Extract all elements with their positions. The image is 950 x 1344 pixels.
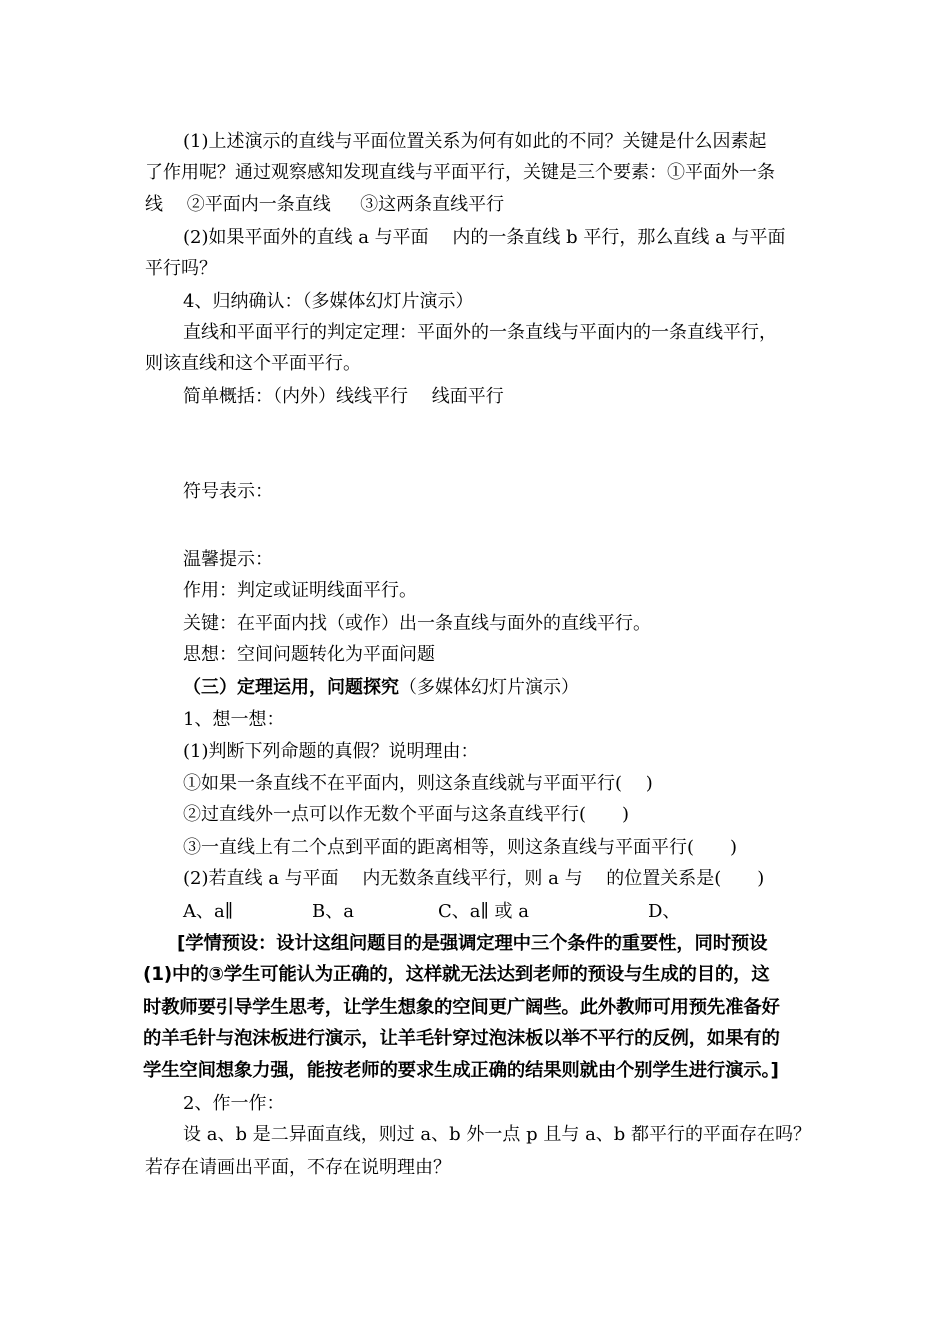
option-a: A、a∥ bbox=[183, 901, 234, 922]
para-line: 了作用呢？通过观察感知发现直线与平面平行，关键是三个要素：①平面外一条 bbox=[145, 162, 775, 183]
question-line: ①如果一条直线不在平面内，则这条直线就与平面平行( ) bbox=[183, 773, 653, 794]
section-3-heading bbox=[183, 675, 579, 701]
task-line: 若存在请画出平面，不存在说明理由？ bbox=[145, 1157, 451, 1178]
task-line: 设 a、b 是二异面直线，则过 a、b 外一点 p 且与 a、b 都平行的平面存在吗？ bbox=[183, 1124, 812, 1145]
note-line: 的羊毛针与泡沫板进行演示，让羊毛针穿过泡沫板以举不平行的反例，如果有的 bbox=[143, 1028, 780, 1049]
tip-line: 作用：判定或证明线面平行。 bbox=[183, 580, 417, 601]
question-line: ②过直线外一点可以作无数个平面与这条直线平行( ) bbox=[183, 804, 630, 825]
answer-options bbox=[0, 899, 950, 925]
tip-line: 思想：空间问题转化为平面问题 bbox=[183, 644, 435, 665]
note-line: [学情预设：设计这组问题目的是强调定理中三个条件的重要性，同时预设 bbox=[177, 933, 768, 954]
para-line: (1)上述演示的直线与平面位置关系为何有如此的不同？关键是什么因素起 bbox=[183, 131, 767, 152]
para-line: 线 ②平面内一条直线 ③这两条直线平行 bbox=[145, 194, 505, 215]
subsection-heading: 2、作一作： bbox=[183, 1093, 285, 1114]
question-line: (1)判断下列命题的真假？说明理由： bbox=[183, 741, 479, 762]
note-line: 时教师要引导学生思考，让学生想象的空间更广阔些。此外教师可用预先准备好 bbox=[143, 997, 780, 1018]
note-line: 学生空间想象力强，能按老师的要求生成正确的结果则就由个别学生进行演示。] bbox=[143, 1060, 779, 1081]
section-3-subtitle: （多媒体幻灯片演示） bbox=[399, 677, 579, 698]
theorem-line: 则该直线和这个平面平行。 bbox=[145, 353, 361, 374]
section-heading: 4、归纳确认：（多媒体幻灯片演示） bbox=[183, 291, 474, 312]
para-line: 平行吗？ bbox=[145, 258, 217, 279]
note-line: (1)中的③学生可能认为正确的，这样就无法达到老师的预设与生成的目的，这 bbox=[143, 964, 770, 985]
section-3-title: （三）定理运用，问题探究 bbox=[183, 677, 399, 698]
tip-line: 关键：在平面内找（或作）出一条直线与面外的直线平行。 bbox=[183, 613, 651, 634]
option-d: D、 bbox=[648, 901, 681, 922]
symbol-label: 符号表示： bbox=[183, 481, 273, 502]
summary-line: 简单概括：（内外）线线平行 线面平行 bbox=[183, 386, 504, 407]
question-line: ③一直线上有二个点到平面的距离相等，则这条直线与平面平行( ) bbox=[183, 837, 738, 858]
tip-heading: 温馨提示： bbox=[183, 549, 273, 570]
option-b: B、a bbox=[312, 901, 354, 922]
option-c: C、a∥ 或 a bbox=[438, 901, 529, 922]
subsection-heading: 1、想一想： bbox=[183, 709, 285, 730]
question-line: (2)若直线 a 与平面 内无数条直线平行，则 a 与 的位置关系是( ) bbox=[183, 868, 765, 889]
para-line: (2)如果平面外的直线 a 与平面 内的一条直线 b 平行，那么直线 a 与平面 bbox=[183, 227, 786, 248]
theorem-line: 直线和平面平行的判定定理：平面外的一条直线与平面内的一条直线平行， bbox=[183, 322, 777, 343]
